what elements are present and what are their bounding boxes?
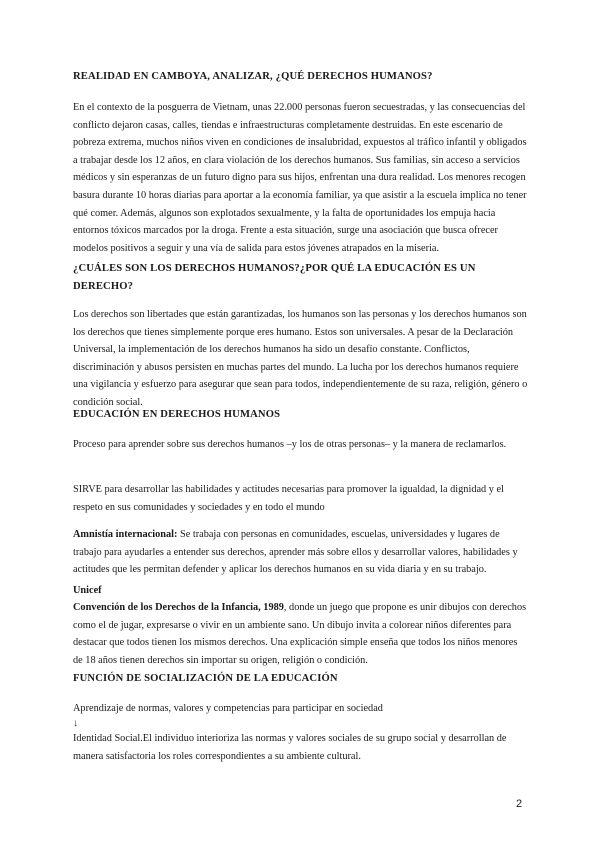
paragraph-camboya: En el contexto de la posguerra de Vietnam, unas 22.000 personas fueron secuestradas, y las consecuencias del conflicto dejaron casas, calles, tiendas e infraestructuras completamente destruidas. En este escenario de pobreza extrema, muchos niños viven en condiciones de insalubridad, expuestos al tráfico infantil y obligados a trabajar desde los 12 años, en clara violación de los derechos humanos. Sus familias, sin acceso a servicios médicos y sin esperanzas de un futuro digno para sus hijos, enfrentan una dura realidad. Los menores recogen basura durante 10 horas diarias para aportar a la economía familiar, ya que asistir a la escuela implica no tener qué comer. Además, algunos son explotados sexualmente, y la falta de oportunidades los empuja hacia entornos tóxicos marcados por la droga. Frente a esta situación, surge una asociación que busca ofrecer modelos positivos a seguir y una vía de salida para estos jóvenes atrapados en la miseria. (73, 102, 527, 254)
paragraph-sirve: SIRVE para desarrollar las habilidades y actitudes necesarias para promover la igualdad, la dignidad y el respeto en sus comunidades y sociedades y en todo el mundo (73, 484, 504, 513)
paragraph-derechos: Los derechos son libertades que están garantizadas, los humanos son las personas y los derechos humanos son los derechos que tienes simplemente porque eres humano. Estos son universales. A pesar de la Declaración Universal, la implementación de los derechos humanos ha sido un desafío constante. Conflictos, discriminación y abusos persisten en muchas partes del mundo. La lucha por los derechos humanos requiere una vigilancia y esfuerzo para asegurar que sean para todos, independientemente de su raza, religión, género o condición social. (73, 309, 528, 408)
down-arrow-icon: ↓ (73, 718, 79, 729)
paragraph-aprendizaje: Aprendizaje de normas, valores y competencias para participar en sociedad (73, 703, 383, 714)
section-heading-camboya: REALIDAD EN CAMBOYA, ANALIZAR, ¿QUÉ DERECHOS HUMANOS? (73, 71, 433, 82)
unicef-label: Unicef (73, 585, 102, 596)
section-heading-educacion-derechos: EDUCACIÓN EN DERECHOS HUMANOS (73, 409, 281, 420)
section-heading-socializacion: FUNCIÓN DE SOCIALIZACIÓN DE LA EDUCACIÓN (73, 673, 338, 684)
page-number: 2 (516, 798, 523, 810)
convencion-label: Convención de los Derechos de la Infancia, 1989 (73, 602, 284, 613)
paragraph-convencion (73, 599, 528, 669)
paragraph-proceso: Proceso para aprender sobre sus derechos humanos –y los de otras personas– y la manera de reclamarlos. (73, 439, 507, 450)
convencion-text: , donde un juego que propone es unir dibujos con derechos como el de jugar, expresarse o vivir en un ambiente sano. Un dibujo invita a colorear niños diferentes para destacar que todos tienen los mismos derechos. Una explicación simple enseña que todos los niños menores de 18 años tienen derechos sin importar su origen, religión o condición. (73, 602, 527, 666)
amnistia-text: Se trabaja con personas en comunidades, escuelas, universidades y lugares de trabajo para ayudarles a entender sus derechos, aprender más sobre ellos y desarrollar valores, habilidades y actitudes que les permitan defender y aplicar los derechos humanos en su vida diaria y en su trabajo. (73, 529, 518, 576)
section-heading-derechos: ¿CUÁLES SON LOS DERECHOS HUMANOS?¿POR QUÉ LA EDUCACIÓN ES UN DERECHO? (73, 263, 476, 292)
amnistia-label: Amnistía internacional: (73, 529, 178, 540)
paragraph-identidad: Identidad Social.El individuo interioriza las normas y valores sociales de su grupo social y desarrollan de manera satisfactoria los roles correspondientes a su ambiente cultural. (73, 733, 507, 762)
paragraph-amnistia (73, 526, 528, 579)
